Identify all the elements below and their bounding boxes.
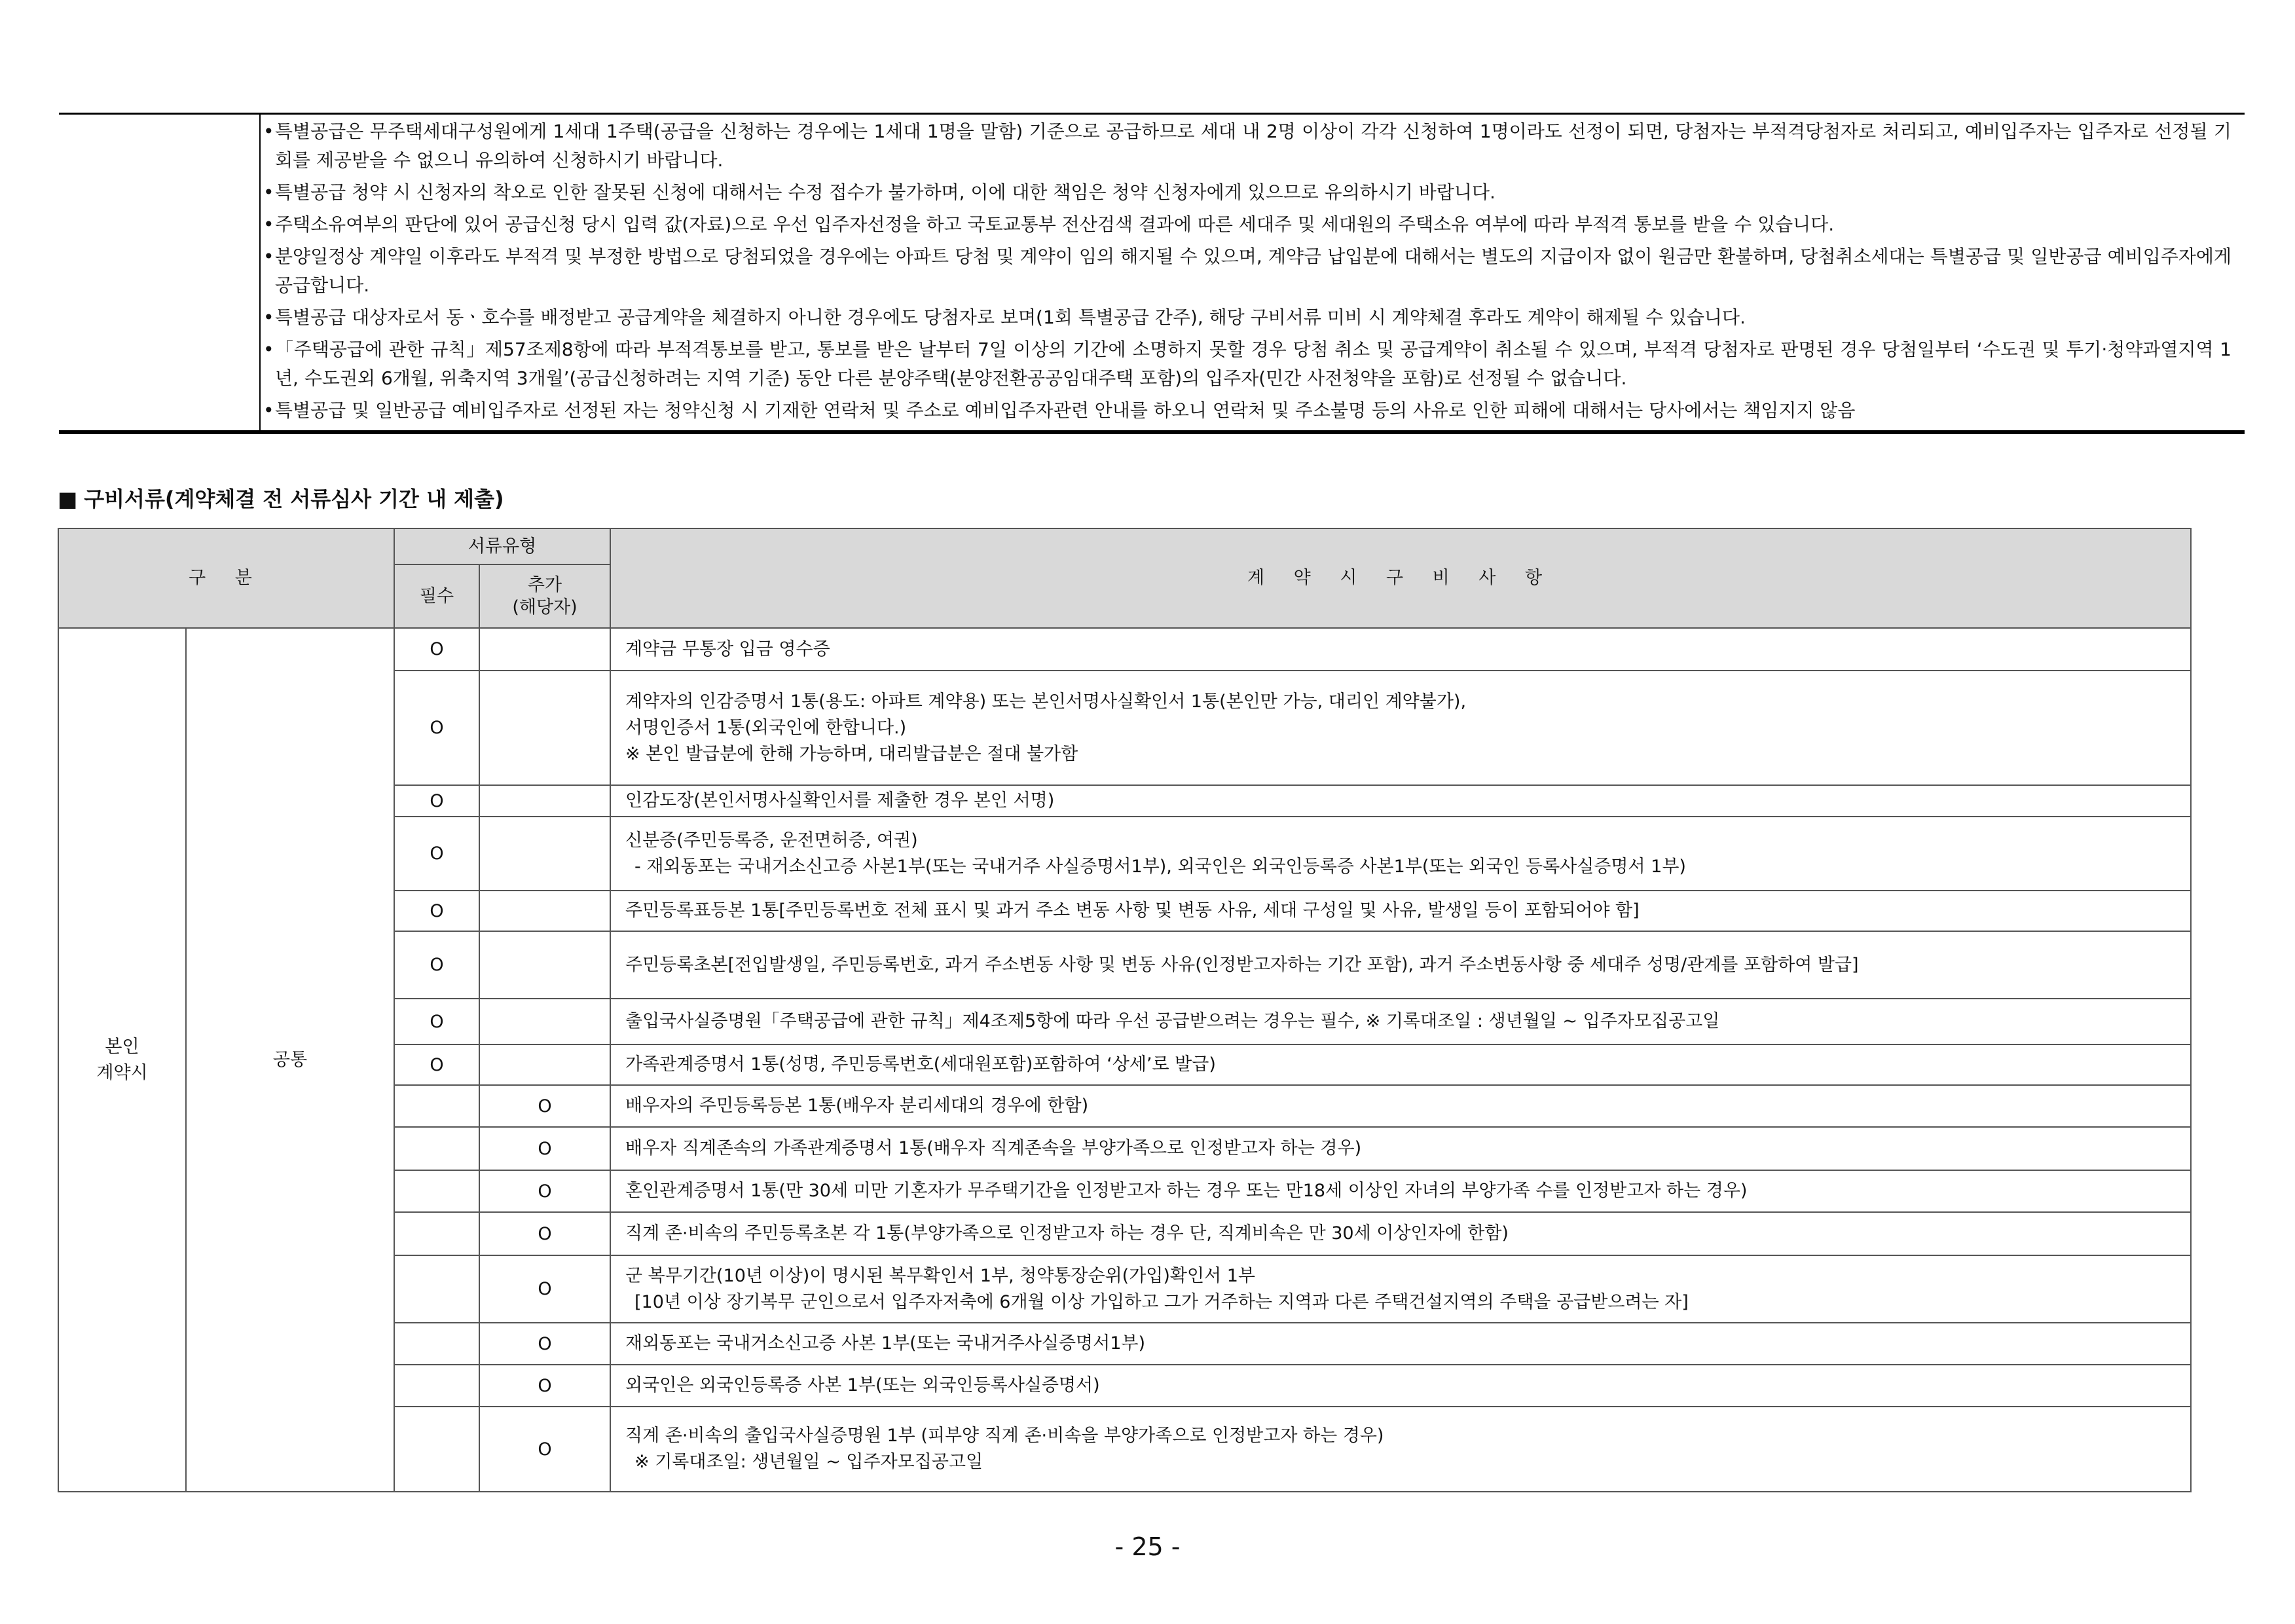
description-line: 서명인증서 1통(외국인에 한합니다.) (625, 717, 907, 738)
document-description (610, 891, 2191, 931)
note-item (263, 242, 2231, 300)
document-description (610, 1170, 2191, 1212)
additional-mark (479, 1044, 610, 1085)
required-mark (394, 1085, 479, 1127)
required-mark: O (394, 817, 479, 891)
description-line: 직계 존·비속의 주민등록초본 각 1통(부양가족으로 인정받고자 하는 경우 단, 직계비속은 만 30세 이상인자에 한함) (625, 1223, 1509, 1244)
required-mark: O (394, 785, 479, 817)
document-description (610, 1255, 2191, 1323)
page-number: - 25 - (1114, 1532, 1181, 1561)
note-text: 특별공급 대상자로서 동ㆍ호수를 배정받고 공급계약을 체결하지 아니한 경우에도 당첨자로 보며(1회 특별공급 간주), 해당 구비서류 미비 시 계약체결 후라도 계약이 해제될 수 있습니다. (275, 306, 1746, 328)
subgroup-common: 공통 (186, 628, 394, 1492)
description-line: 재외동포는 국내거소신고증 사본 1부(또는 국내거주사실증명서1부) (625, 1333, 1145, 1354)
additional-mark: O (479, 1365, 610, 1407)
note-item (263, 303, 2231, 332)
document-description (610, 785, 2191, 817)
document-description (610, 931, 2191, 999)
note-text: 「주택공급에 관한 규칙」제57조제8항에 따라 부적격통보를 받고, 통보를 받은 날부터 7일 이상의 기간에 소명하지 못할 경우 당첨 취소 및 공급계약이 취소될 수 있으며, 부적격 당첨자로 판명된 경우 당첨일부터 ‘수도권 및 투기·청약과열지역 1년, 수도권외 6개월, 위축지역 3개월’(공급신청하려는 지역 기준) 동안 다른 분양주택(분양전환공공임대주택 포함)의 입주자(민간 사전청약을 포함)로 선정될 수 없습니다. (275, 339, 2231, 389)
description-line: 직계 존·비속의 출입국사실증명원 1부 (피부양 직계 존·비속을 부양가족으로 인정받고자 하는 경우) (625, 1426, 1384, 1446)
description-line: 주민등록초본[전입발생일, 주민등록번호, 과거 주소변동 사항 및 변동 사유(인정받고자하는 기간 포함), 과거 주소변동사항 중 세대주 성명/관계를 포함하여 발급] (625, 954, 1859, 975)
additional-mark (479, 999, 610, 1044)
bullet-icon: • (263, 399, 274, 421)
section-title: 구비서류(계약체결 전 서류심사 기간 내 제출) (84, 487, 504, 511)
required-mark: O (394, 1044, 479, 1085)
additional-mark: O (479, 1255, 610, 1323)
required-mark (394, 1255, 479, 1323)
header-doc-type: 서류유형 (394, 528, 610, 564)
note-text: 특별공급 청약 시 신청자의 착오로 인한 잘못된 신청에 대해서는 수정 접수가 불가하며, 이에 대한 책임은 청약 신청자에게 있으므로 유의하시기 바랍니다. (275, 181, 1496, 203)
description-line: 배우자의 주민등록등본 1통(배우자 분리세대의 경우에 한함) (625, 1096, 1089, 1116)
table-row (58, 628, 2191, 671)
bullet-icon: • (263, 339, 274, 360)
notes-block (59, 113, 2245, 434)
notes-list (259, 115, 2245, 430)
document-description (610, 628, 2191, 671)
description-line: ※ 기록대조일: 생년월일 ~ 입주자모집공고일 (634, 1452, 983, 1472)
document-description (610, 1365, 2191, 1407)
group-self-contract: 본인 계약시 (58, 628, 186, 1492)
note-item (263, 210, 2231, 239)
additional-mark (479, 671, 610, 785)
header-required: 필수 (394, 564, 479, 628)
description-line: 인감도장(본인서명사실확인서를 제출한 경우 본인 서명) (625, 790, 1055, 811)
description-line: 주민등록표등본 1통[주민등록번호 전체 표시 및 과거 주소 변동 사항 및 변동 사유, 세대 구성일 및 사유, 발생일 등이 포함되어야 함] (625, 900, 1640, 921)
additional-mark (479, 785, 610, 817)
additional-mark (479, 931, 610, 999)
square-bullet-icon: ■ (58, 487, 78, 511)
note-text: 특별공급은 무주택세대구성원에게 1세대 1주택(공급을 신청하는 경우에는 1세대 1명을 말함) 기준으로 공급하므로 세대 내 2명 이상이 각각 신청하여 1명이라도 선정이 되면, 당첨자는 부적격당첨자로 처리되고, 예비입주자는 입주자로 선정될 기회를 제공받을 수 없으니 유의하여 신청하시기 바랍니다. (275, 120, 2231, 171)
header-additional: 추가 (해당자) (479, 564, 610, 628)
additional-mark (479, 891, 610, 931)
description-line: 가족관계증명서 1통(성명, 주민등록번호(세대원포함)포함하여 ‘상세’로 발급) (625, 1054, 1216, 1075)
note-text: 분양일정상 계약일 이후라도 부적격 및 부정한 방법으로 당첨되었을 경우에는 아파트 당첨 및 계약이 임의 해지될 수 있으며, 계약금 납입분에 대해서는 별도의 지급이자 없이 원금만 환불하며, 당첨취소세대는 특별공급 및 일반공급 예비입주자에게 공급합니다. (275, 246, 2231, 296)
description-line: - 재외동포는 국내거소신고증 사본1부(또는 국내거주 사실증명서1부), 외국인은 외국인등록증 사본1부(또는 외국인 등록사실증명서 1부) (634, 856, 1686, 877)
description-line: ※ 본인 발급분에 한해 가능하며, 대리발급분은 절대 불가함 (625, 743, 1078, 764)
additional-mark (479, 628, 610, 671)
required-mark: O (394, 931, 479, 999)
required-mark (394, 1212, 479, 1255)
section-heading (58, 485, 504, 513)
description-line: 배우자 직계존속의 가족관계증명서 1통(배우자 직계존속을 부양가족으로 인정받고자 하는 경우) (625, 1138, 1362, 1158)
note-item (263, 396, 2231, 425)
required-mark: O (394, 628, 479, 671)
document-description (610, 1044, 2191, 1085)
table-header (58, 528, 2191, 628)
bullet-icon: • (263, 120, 274, 142)
additional-mark: O (479, 1127, 610, 1170)
note-text: 특별공급 및 일반공급 예비입주자로 선정된 자는 청약신청 시 기재한 연락처 및 주소로 예비입주자관련 안내를 하오니 연락처 및 주소불명 등의 사유로 인한 피해에 대해서는 당사에서는 책임지지 않음 (275, 399, 1856, 421)
additional-mark: O (479, 1085, 610, 1127)
document-description (610, 1212, 2191, 1255)
note-item (263, 335, 2231, 393)
document-description (610, 671, 2191, 785)
description-line: 외국인은 외국인등록증 사본 1부(또는 외국인등록사실증명서) (625, 1375, 1100, 1395)
description-line: [10년 이상 장기복무 군인으로서 입주자저축에 6개월 이상 가입하고 그가 거주하는 지역과 다른 주택건설지역의 주택을 공급받으려는 자] (634, 1291, 1689, 1312)
additional-mark: O (479, 1407, 610, 1492)
documents-table (58, 528, 2192, 1492)
document-description (610, 1323, 2191, 1365)
note-text: 주택소유여부의 판단에 있어 공급신청 당시 입력 값(자료)으로 우선 입주자선정을 하고 국토교통부 전산검색 결과에 따른 세대주 및 세대원의 주택소유 여부에 따라 부적격 통보를 받을 수 있습니다. (275, 213, 1835, 235)
description-line: 출입국사실증명원「주택공급에 관한 규칙」제4조제5항에 따라 우선 공급받으려는 경우는 필수, ※ 기록대조일 : 생년월일 ~ 입주자모집공고일 (625, 1011, 1720, 1031)
additional-mark: O (479, 1323, 610, 1365)
header-category: 구 분 (58, 528, 394, 628)
description-line: 계약금 무통장 입금 영수증 (625, 638, 830, 659)
document-description (610, 1407, 2191, 1492)
additional-mark: O (479, 1212, 610, 1255)
required-mark: O (394, 999, 479, 1044)
header-items: 계 약 시 구 비 사 항 (610, 528, 2191, 628)
note-item (263, 178, 2231, 207)
note-item (263, 117, 2231, 175)
bullet-icon: • (263, 213, 274, 235)
bullet-icon: • (263, 181, 274, 203)
additional-mark (479, 817, 610, 891)
document-description (610, 817, 2191, 891)
required-mark (394, 1127, 479, 1170)
required-mark (394, 1170, 479, 1212)
required-mark (394, 1365, 479, 1407)
required-mark: O (394, 891, 479, 931)
document-description (610, 1127, 2191, 1170)
description-line: 계약자의 인감증명서 1통(용도: 아파트 계약용) 또는 본인서명사실확인서 1통(본인만 가능, 대리인 계약불가), (625, 691, 1467, 712)
bullet-icon: • (263, 306, 274, 328)
bullet-icon: • (263, 246, 274, 267)
document-description (610, 999, 2191, 1044)
description-line: 혼인관계증명서 1통(만 30세 미만 기혼자가 무주택기간을 인정받고자 하는 경우 또는 만18세 이상인 자녀의 부양가족 수를 인정받고자 하는 경우) (625, 1181, 1748, 1201)
required-mark (394, 1323, 479, 1365)
required-mark: O (394, 671, 479, 785)
document-description (610, 1085, 2191, 1127)
additional-mark: O (479, 1170, 610, 1212)
description-line: 군 복무기간(10년 이상)이 명시된 복무확인서 1부, 청약통장순위(가입)확인서 1부 (625, 1265, 1255, 1286)
required-mark (394, 1407, 479, 1492)
table-body (58, 628, 2191, 1492)
description-line: 신분증(주민등록증, 운전면허증, 여권) (625, 830, 918, 851)
